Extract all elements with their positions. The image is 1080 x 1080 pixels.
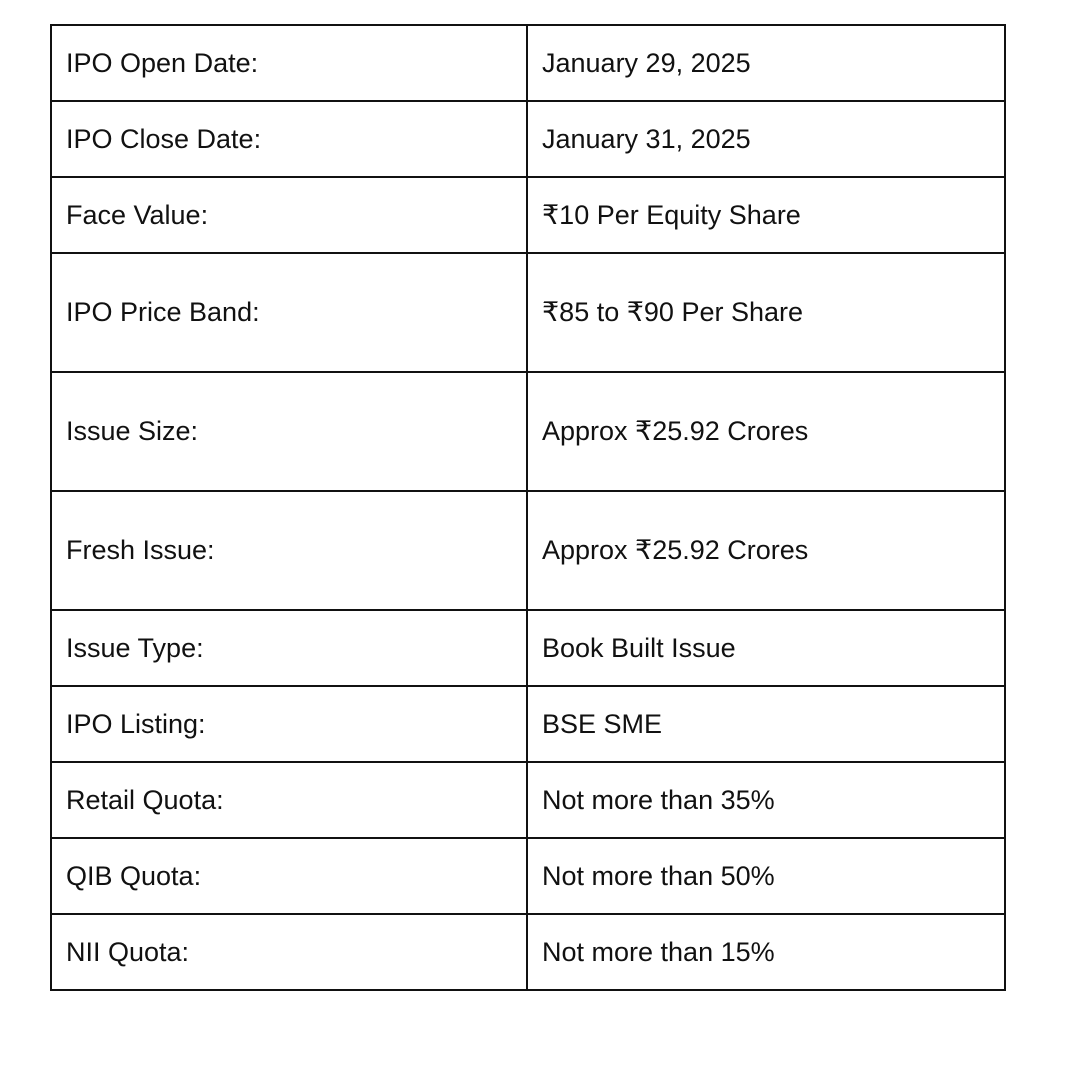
table-row-retail-quota xyxy=(51,762,1005,838)
table-row-issue-type xyxy=(51,610,1005,686)
row-value: BSE SME xyxy=(527,686,1005,762)
row-label: IPO Close Date: xyxy=(51,101,527,177)
table-row-nii-quota xyxy=(51,914,1005,990)
row-label: QIB Quota: xyxy=(51,838,527,914)
table-row-fresh-issue xyxy=(51,491,1005,610)
row-value: Not more than 35% xyxy=(527,762,1005,838)
table-row-issue-size xyxy=(51,372,1005,491)
table-row-ipo-open-date xyxy=(51,25,1005,101)
row-value: January 29, 2025 xyxy=(527,25,1005,101)
ipo-details-table xyxy=(50,24,1006,991)
row-label: Fresh Issue: xyxy=(51,491,527,610)
row-value: Not more than 15% xyxy=(527,914,1005,990)
table-row-qib-quota xyxy=(51,838,1005,914)
row-value: Not more than 50% xyxy=(527,838,1005,914)
row-value: ₹85 to ₹90 Per Share xyxy=(527,253,1005,372)
table-row-ipo-close-date xyxy=(51,101,1005,177)
row-label: Issue Size: xyxy=(51,372,527,491)
row-value: Book Built Issue xyxy=(527,610,1005,686)
row-label: IPO Open Date: xyxy=(51,25,527,101)
table-row-ipo-price-band xyxy=(51,253,1005,372)
row-label: Issue Type: xyxy=(51,610,527,686)
row-label: Retail Quota: xyxy=(51,762,527,838)
row-label: NII Quota: xyxy=(51,914,527,990)
table-row-ipo-listing xyxy=(51,686,1005,762)
row-value: Approx ₹25.92 Crores xyxy=(527,372,1005,491)
table-row-face-value xyxy=(51,177,1005,253)
row-label: IPO Price Band: xyxy=(51,253,527,372)
row-value: Approx ₹25.92 Crores xyxy=(527,491,1005,610)
row-value: January 31, 2025 xyxy=(527,101,1005,177)
row-value: ₹10 Per Equity Share xyxy=(527,177,1005,253)
row-label: IPO Listing: xyxy=(51,686,527,762)
row-label: Face Value: xyxy=(51,177,527,253)
